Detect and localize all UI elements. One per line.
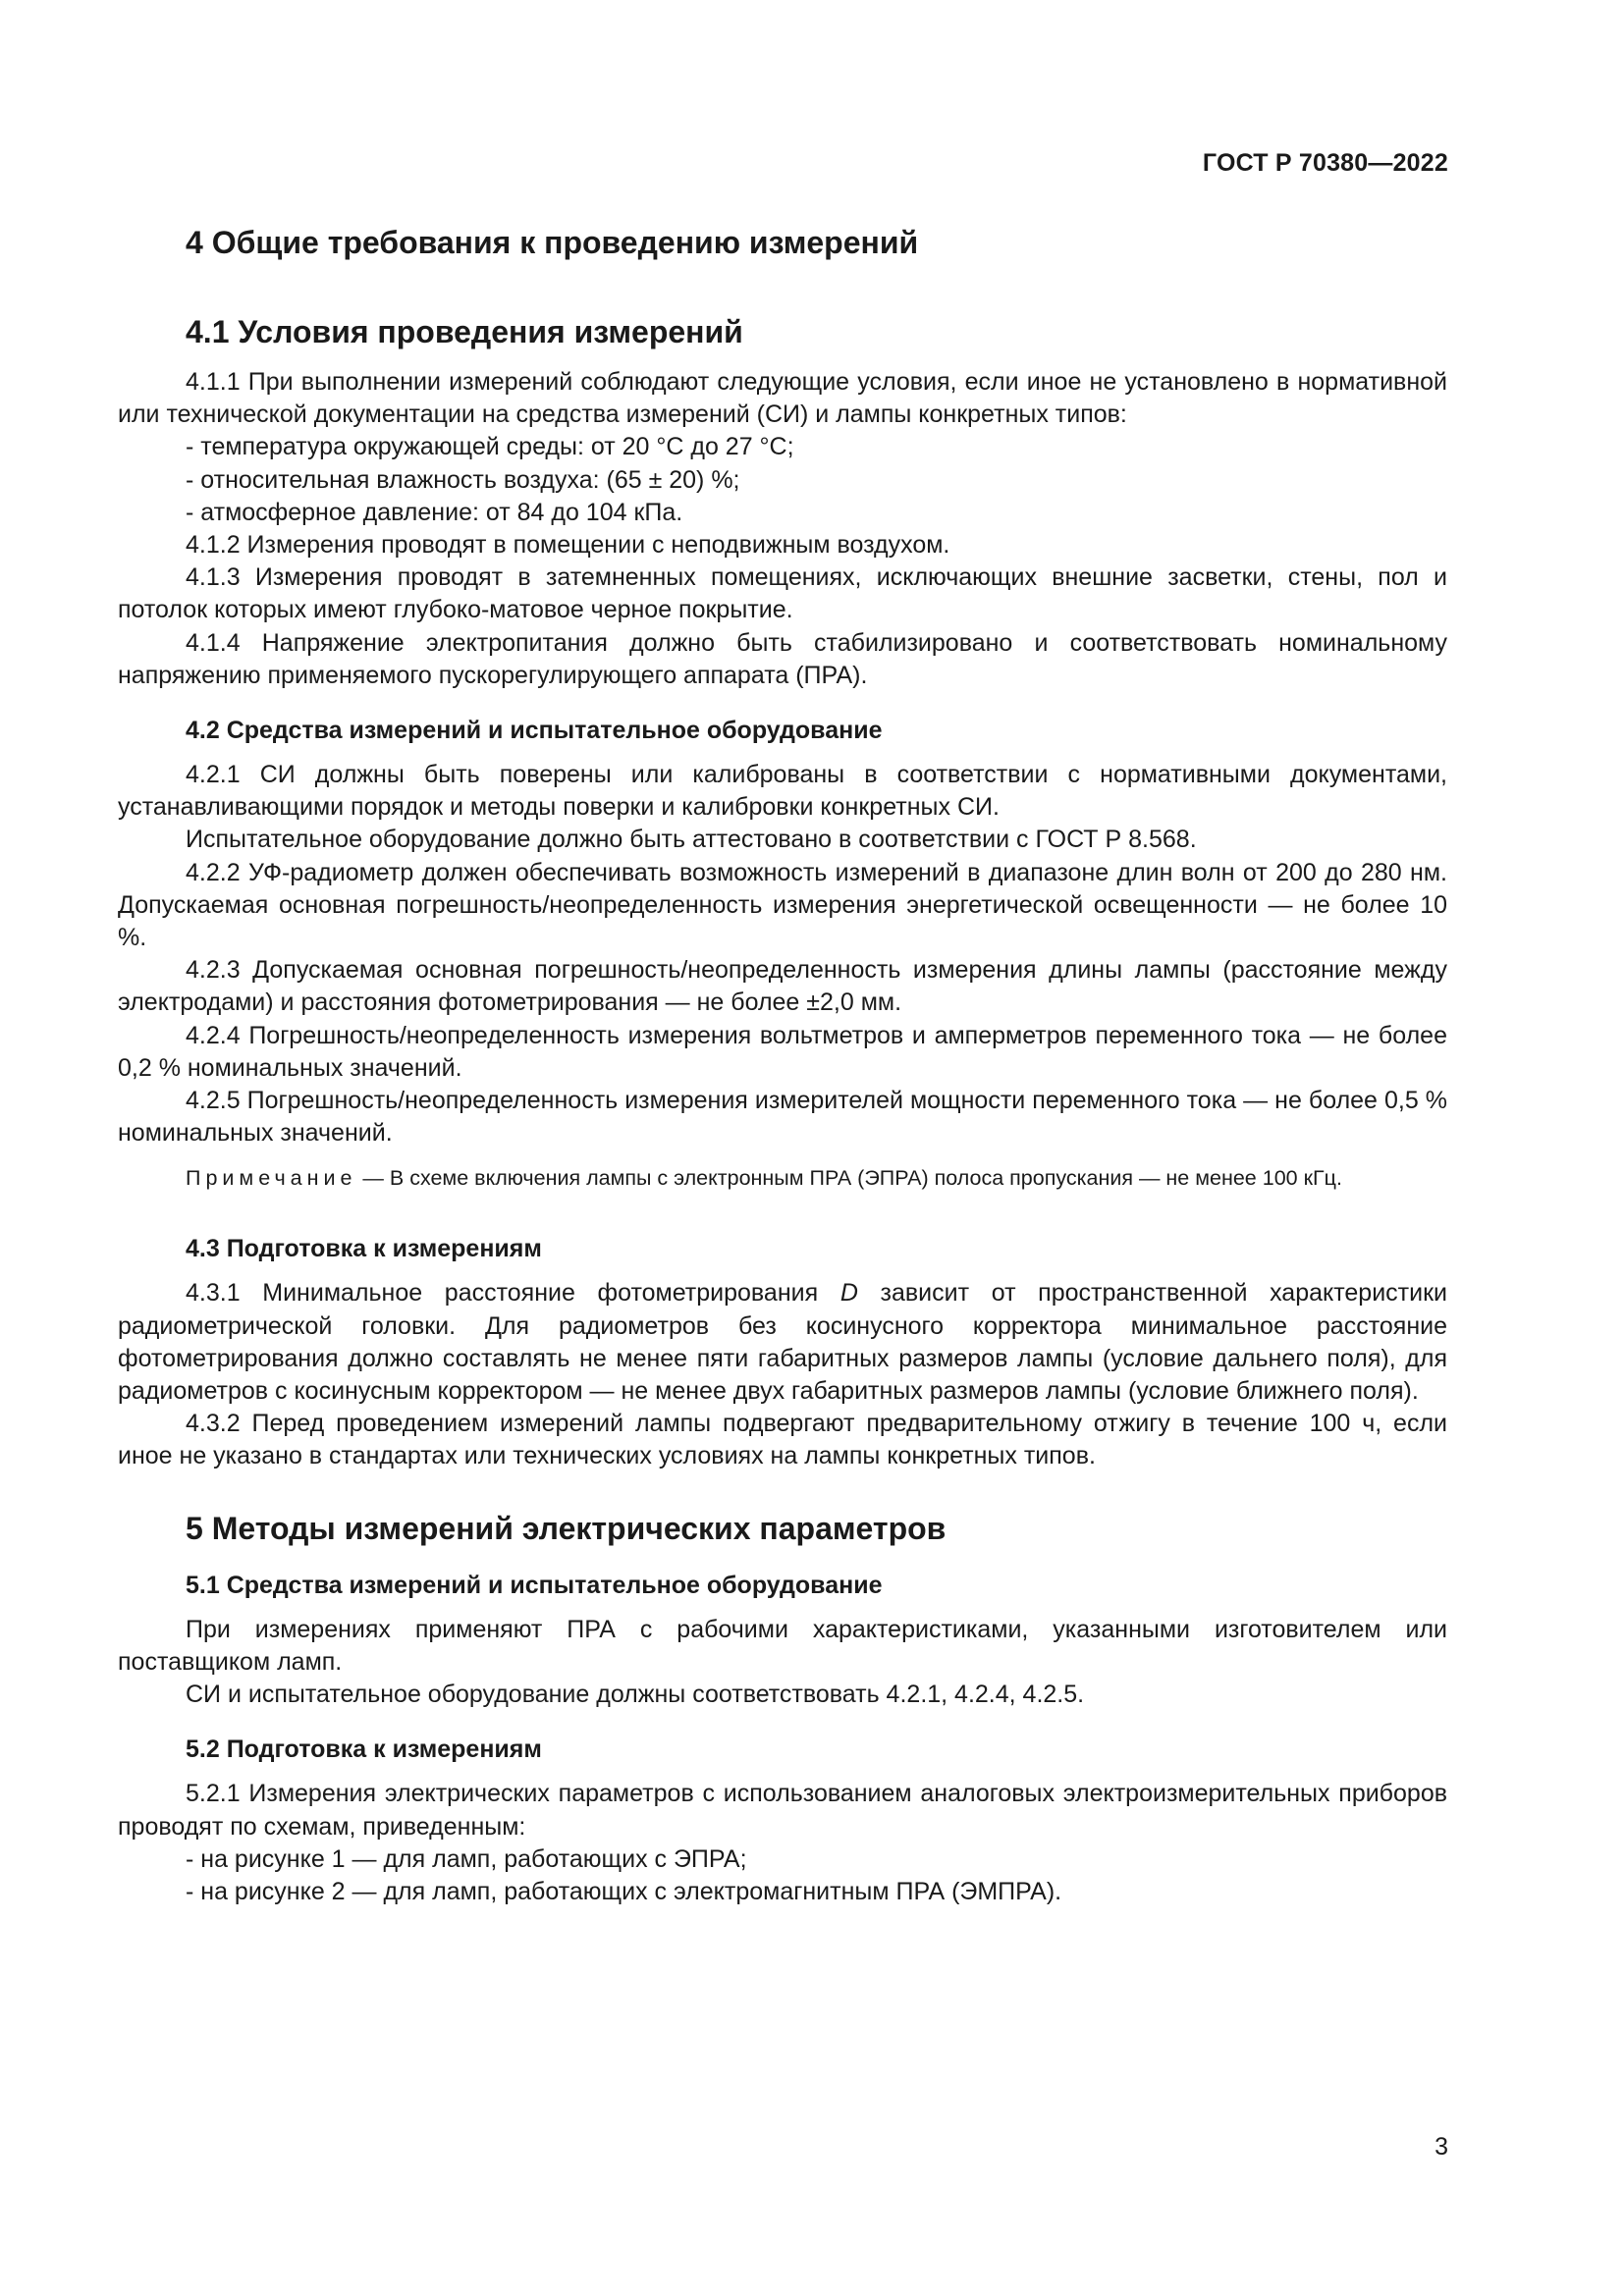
variable-d: D <box>839 1279 858 1308</box>
paragraph-4-2-1: 4.2.1 СИ должны быть поверены или калиброваны в соответствии с нормативными документами, устанавливающими порядок и методы поверки и калибровки конкретных СИ. <box>118 761 1447 822</box>
paragraph-5-1-a: При измерениях применяют ПРА с рабочими характеристиками, указанными изготовителем или поставщиком ламп. <box>118 1615 1447 1676</box>
section-4-title: 4 Общие требования к проведению измерений <box>186 225 919 260</box>
note-text: — В схеме включения лампы с электронным ПРА (ЭПРА) полоса пропускания — не менее 100 кГц. <box>356 1166 1342 1191</box>
document-id-header: ГОСТ Р 70380—2022 <box>1202 149 1448 177</box>
list-item: - на рисунке 1 — для ламп, работающих с ЭПРА; <box>186 1844 747 1873</box>
paragraph-4-2-2: 4.2.2 УФ-радиометр должен обеспечивать возможность измерений в диапазоне длин волн от 200 до 280 нм. Допускаемая основная погрешность/неопределенность измерения энергетической освещенности — не более 10 %. <box>118 858 1447 952</box>
paragraph-4-3-1-start: 4.3.1 Минимальное расстояние фотометрирования <box>186 1279 840 1308</box>
paragraph-4-2-5: 4.2.5 Погрешность/неопределенность измерения измерителей мощности переменного тока — не более 0,5 % номинальных значений. <box>118 1087 1447 1148</box>
section-4-3-title: 4.3 Подготовка к измерениям <box>186 1235 542 1263</box>
section-4-2-title: 4.2 Средства измерений и испытательное оборудование <box>186 717 883 745</box>
paragraph-4-3-1-end: зависит от пространственной характеристики радиометрической головки. Для радиометров без косинусного корректора минимальное расстояние фотометрирования должно составлять не менее пяти габаритных размеров лампы (условие дальнего поля), для радиометров с косинусным корректором — не менее двух габаритных размеров лампы (условие ближнего поля). <box>118 1279 1447 1406</box>
page-number: 3 <box>1435 2133 1448 2161</box>
section-4-1-title: 4.1 Условия проведения измерений <box>186 314 743 349</box>
list-item: - относительная влажность воздуха: (65 ± 20) %; <box>186 465 740 494</box>
paragraph-4-2-4: 4.2.4 Погрешность/неопределенность измерения вольтметров и амперметров переменного тока — не более 0,2 % номинальных значений. <box>118 1021 1447 1082</box>
paragraph-5-2-1: 5.2.1 Измерения электрических параметров с использованием аналоговых электроизмерительных приборов проводят по схемам, приведенным: <box>118 1780 1447 1841</box>
paragraph-4-2-3: 4.2.3 Допускаемая основная погрешность/неопределенность измерения длины лампы (расстояние между электродами) и расстояния фотометрирования — не более ±2,0 мм. <box>118 956 1447 1017</box>
paragraph-4-3-2: 4.3.2 Перед проведением измерений лампы подвергают предварительному отжигу в течение 100 ч, если иное не указано в стандартах или технических условиях на лампы конкретных типов. <box>118 1410 1447 1470</box>
paragraph-4-1-3: 4.1.3 Измерения проводят в затемненных помещениях, исключающих внешние засветки, стены, пол и потолок которых имеют глубоко-матовое черное покрытие. <box>118 563 1447 624</box>
list-item: - температура окружающей среды: от 20 °С до 27 °С; <box>186 433 794 461</box>
paragraph-5-1-b: СИ и испытательное оборудование должны соответствовать 4.2.1, 4.2.4, 4.2.5. <box>186 1681 1085 1709</box>
note-4-2 <box>118 1163 1447 1193</box>
paragraph-4-1-2: 4.1.2 Измерения проводят в помещении с неподвижным воздухом. <box>186 531 950 560</box>
section-5-2-title: 5.2 Подготовка к измерениям <box>186 1735 542 1764</box>
list-item: - атмосферное давление: от 84 до 104 кПа. <box>186 498 683 526</box>
paragraph-4-1-1: 4.1.1 При выполнении измерений соблюдают следующие условия, если иное не установлено в нормативной или технической документации на средства измерений (СИ) и лампы конкретных типов: <box>118 368 1447 429</box>
paragraph-4-3-1 <box>118 1277 1447 1408</box>
section-5-1-title: 5.1 Средства измерений и испытательное оборудование <box>186 1571 883 1599</box>
document-body <box>118 221 1447 1908</box>
section-5-title: 5 Методы измерений электрических параметров <box>186 1510 947 1546</box>
paragraph-4-1-4: 4.1.4 Напряжение электропитания должно быть стабилизировано и соответствовать номинальному напряжению применяемого пускорегулирующего аппарата (ПРА). <box>118 628 1447 689</box>
paragraph-4-2-1-b: Испытательное оборудование должно быть аттестовано в соответствии с ГОСТ Р 8.568. <box>186 826 1197 854</box>
note-label: Примечание <box>186 1166 357 1191</box>
list-item: - на рисунке 2 — для ламп, работающих с электромагнитным ПРА (ЭМПРА). <box>186 1877 1062 1905</box>
